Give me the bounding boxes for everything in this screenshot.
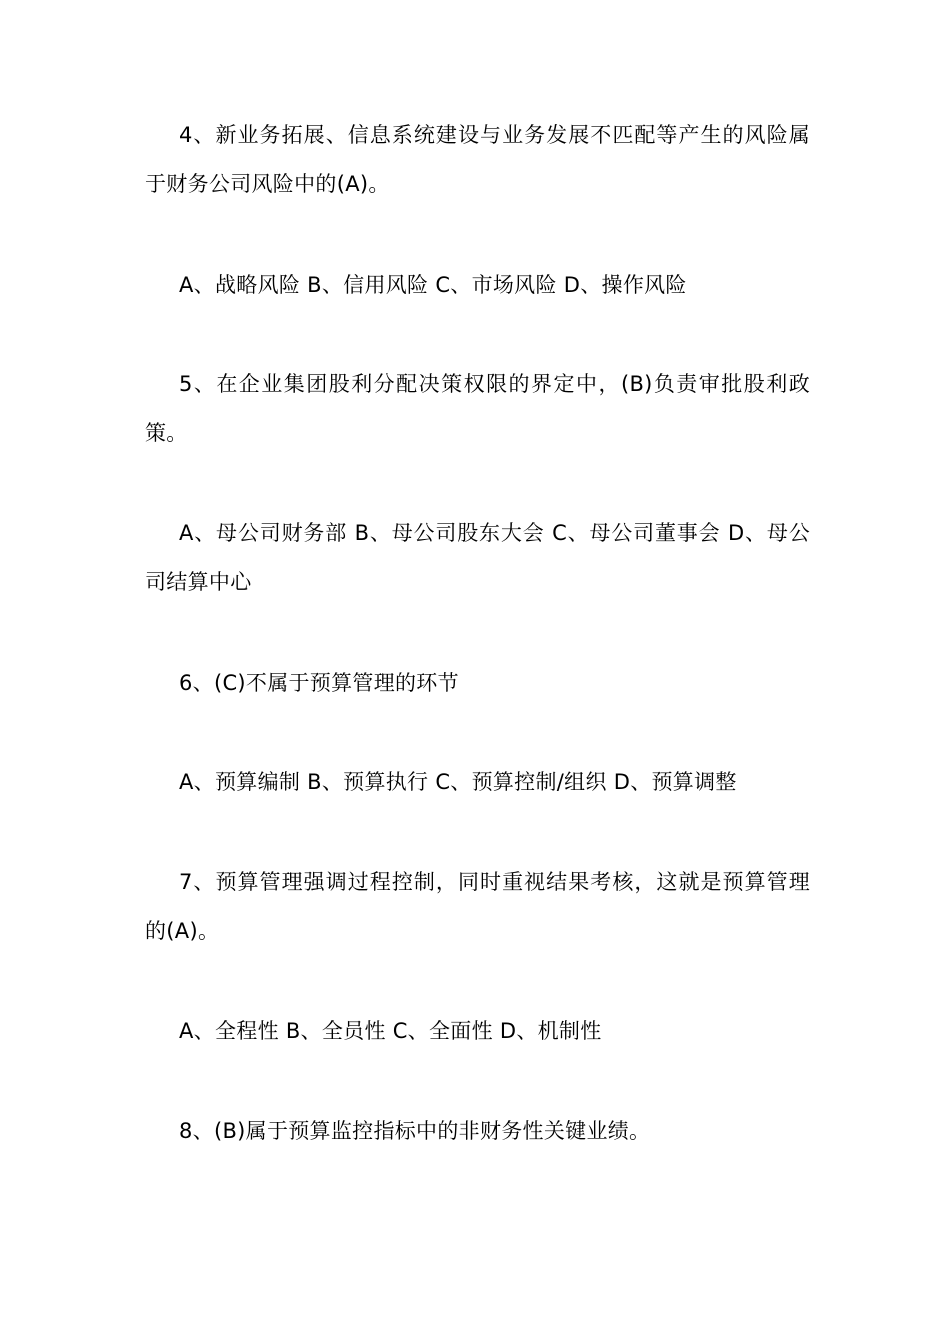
question-5-options: A、母公司财务部 B、母公司股东大会 C、母公司董事会 D、母公司结算中心 bbox=[145, 521, 810, 594]
question-8: 8、(B)属于预算监控指标中的非财务性关键业绩。 bbox=[179, 1119, 651, 1143]
question-7: 7、预算管理强调过程控制，同时重视结果考核，这就是预算管理的(A)。 bbox=[145, 870, 810, 943]
question-5: 5、在企业集团股利分配决策权限的界定中，(B)负责审批股利政策。 bbox=[145, 372, 810, 445]
question-4-options: A、战略风险 B、信用风险 C、市场风险 D、操作风险 bbox=[179, 273, 687, 297]
question-6: 6、(C)不属于预算管理的环节 bbox=[179, 671, 459, 695]
question-7-options: A、全程性 B、全员性 C、全面性 D、机制性 bbox=[179, 1019, 602, 1043]
question-4: 4、新业务拓展、信息系统建设与业务发展不匹配等产生的风险属于财务公司风险中的(A)。 bbox=[145, 123, 810, 196]
question-6-options: A、预算编制 B、预算执行 C、预算控制/组织 D、预算调整 bbox=[179, 770, 737, 794]
